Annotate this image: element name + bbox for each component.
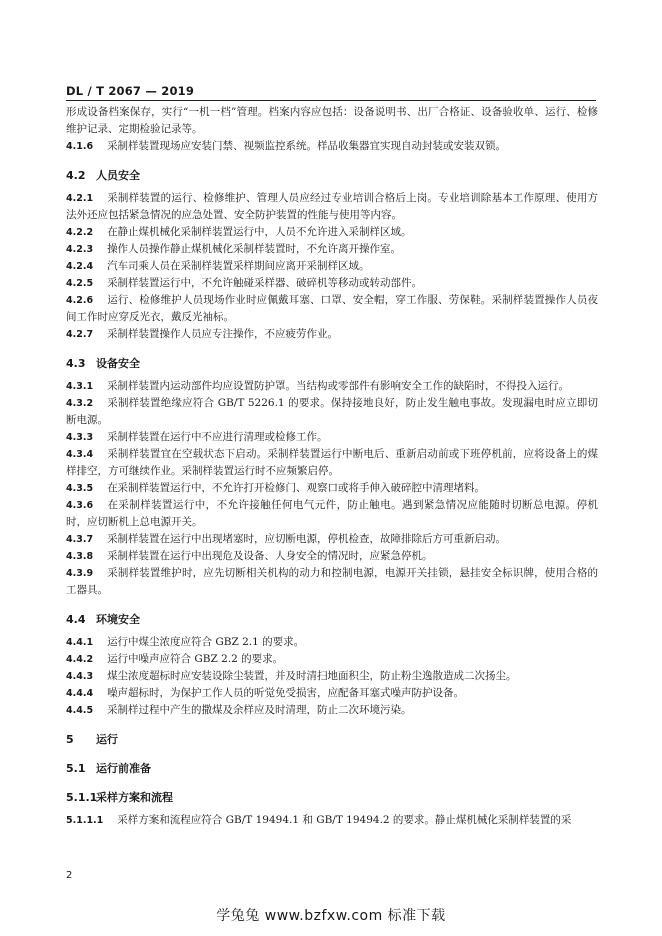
clause-number: 4.1.6 xyxy=(66,141,94,152)
clause-paragraph xyxy=(66,548,598,565)
section-title: 设备安全 xyxy=(96,357,140,370)
clause-number: 4.3.2 xyxy=(66,398,94,409)
clause-text: 在静止煤机械化采制样装置运行中，人员不允许进入采制样区域。 xyxy=(107,226,412,238)
section-number: 4.3 xyxy=(66,357,86,370)
clause-paragraph xyxy=(66,668,598,685)
document-code-header: DL / T 2067 — 2019 xyxy=(66,84,195,98)
clause-number: 5.1.1.1 xyxy=(66,815,104,826)
section-title: 环境安全 xyxy=(96,613,140,626)
clause-number: 4.4.5 xyxy=(66,705,94,716)
clause-text: 在采制样装置运行中，不允许接触任何电气元件，防止触电。遇到紧急情况应能随时切断总电源。停机时，应切断机上总电源开关。 xyxy=(66,499,598,528)
clause-number: 4.4.2 xyxy=(66,654,94,665)
section-number: 4.2 xyxy=(66,169,86,182)
clause-paragraph xyxy=(66,190,598,224)
clause-text: 采制样装置宜在空载状态下启动。采制样装置运行中断电后、重新启动前或下班停机前，应将设备上的煤样排空，方可继续作业。采制样装置运行时不应频繁启停。 xyxy=(66,448,598,477)
clause-text: 操作人员操作静止煤机械化采制样装置时，不允许离开操作室。 xyxy=(107,243,402,255)
clause-number: 4.2.7 xyxy=(66,329,94,340)
clause-paragraph xyxy=(66,812,598,829)
clause-paragraph xyxy=(66,685,598,702)
clause-text: 采样方案和流程应符合 GB/T 19494.1 和 GB/T 19494.2 的要求。静止煤机械化采制样装置的采 xyxy=(117,814,572,826)
clause-paragraph xyxy=(66,702,598,719)
clause-text: 采制样装置运行中，不允许触碰采样器、破碎机等移动或转动部件。 xyxy=(107,277,423,289)
clause-paragraph xyxy=(66,531,598,548)
section-heading xyxy=(66,167,598,184)
clause-text: 形成设备档案保存，实行“一机一档”管理。档案内容应包括：设备说明书、出厂合格证、设备验收单、运行、检修维护记录、定期检验记录等。 xyxy=(66,106,598,135)
clause-number: 4.2.1 xyxy=(66,193,94,204)
section-number: 4.4 xyxy=(66,613,86,626)
clause-text: 运行中噪声应符合 GBZ 2.2 的要求。 xyxy=(107,653,284,665)
clause-text: 噪声超标时，为保护工作人员的听觉免受损害，应配备耳塞式噪声防护设备。 xyxy=(107,687,465,699)
clause-text: 采制样装置在运行中出现危及设备、人身安全的情况时，应紧急停机。 xyxy=(107,550,433,562)
clause-text: 在采制样装置运行中，不允许打开检修门、观察口或将手伸入破碎腔中清理堵料。 xyxy=(107,482,486,494)
clause-number: 4.3.1 xyxy=(66,381,94,392)
clause-text: 采制样过程中产生的撒煤及余样应及时清理，防止二次环境污染。 xyxy=(107,704,412,716)
clause-text: 采制样装置现场应安装门禁、视频监控系统。样品收集器宜实现自动封装或安装双锁。 xyxy=(107,140,507,152)
clause-paragraph xyxy=(66,292,598,326)
clause-number: 4.2.6 xyxy=(66,295,94,306)
section-heading xyxy=(66,789,598,806)
clause-number: 4.4.4 xyxy=(66,688,94,699)
header-rule xyxy=(66,100,596,101)
section-heading xyxy=(66,760,598,777)
clause-number: 4.3.6 xyxy=(66,500,94,511)
clause-paragraph xyxy=(66,258,598,275)
clause-text: 采制样装置的运行、检修维护、管理人员应经过专业培训合格后上岗。专业培训除基本工作原理、使用方法外还应包括紧急情况的应急处置、安全防护装置的性能与使用等内容。 xyxy=(66,192,598,221)
clause-number: 4.2.2 xyxy=(66,227,94,238)
clause-text: 采制样装置操作人员应专注操作，不应疲劳作业。 xyxy=(107,328,339,340)
section-heading xyxy=(66,731,598,748)
section-title: 运行 xyxy=(96,733,118,746)
section-title: 采样方案和流程 xyxy=(96,791,173,804)
clause-text: 汽车司乘人员在采制样装置采样期间应离开采制样区域。 xyxy=(107,260,370,272)
clause-paragraph xyxy=(66,497,598,531)
clause-paragraph xyxy=(66,565,598,599)
section-title: 人员安全 xyxy=(96,169,140,182)
page-number: 2 xyxy=(66,870,73,881)
clause-text: 采制样装置在运行中出现堵塞时，应切断电源，停机检查，故障排除后方可重新启动。 xyxy=(107,533,507,545)
clause-number: 4.3.8 xyxy=(66,551,94,562)
clause-paragraph xyxy=(66,480,598,497)
clause-number: 4.3.5 xyxy=(66,483,94,494)
section-number: 5.1 xyxy=(66,762,86,775)
clause-text: 运行中煤尘浓度应符合 GBZ 2.1 的要求。 xyxy=(107,636,305,648)
clause-number: 4.2.5 xyxy=(66,278,94,289)
clause-paragraph xyxy=(66,446,598,480)
clause-paragraph xyxy=(66,224,598,241)
clause-number: 4.3.4 xyxy=(66,449,94,460)
clause-paragraph xyxy=(66,138,598,155)
clause-text: 采制样装置维护时，应先切断相关机构的动力和控制电源，电源开关挂锁，悬挂安全标识牌，使用合格的工器具。 xyxy=(66,567,598,596)
clause-text: 采制样装置内运动部件均应设置防护罩。当结构或零部件有影响安全工作的缺陷时，不得投入运行。 xyxy=(107,380,570,392)
clause-number: 4.2.4 xyxy=(66,261,94,272)
section-heading xyxy=(66,355,598,372)
watermark-footer: 学兔兔 www.bzfxw.com 标准下载 xyxy=(216,908,446,924)
section-title: 运行前准备 xyxy=(96,762,151,775)
clause-paragraph xyxy=(66,104,598,138)
clause-paragraph xyxy=(66,651,598,668)
clause-number: 4.3.7 xyxy=(66,534,94,545)
clause-number: 4.3.3 xyxy=(66,432,94,443)
clause-text: 运行、检修维护人员现场作业时应佩戴耳塞、口罩、安全帽，穿工作服、劳保鞋。采制样装置操作人员夜间工作时应穿反光衣，戴反光袖标。 xyxy=(66,294,598,323)
clause-paragraph xyxy=(66,275,598,292)
clause-text: 采制样装置绝缘应符合 GB/T 5226.1 的要求。保持接地良好，防止发生触电事故。发现漏电时应立即切断电源。 xyxy=(66,397,598,426)
clause-number: 4.2.3 xyxy=(66,244,94,255)
clause-paragraph xyxy=(66,395,598,429)
clause-text: 煤尘浓度超标时应安装设除尘装置，并及时清扫地面积尘，防止粉尘逸散造成二次扬尘。 xyxy=(107,670,517,682)
clause-paragraph xyxy=(66,429,598,446)
section-number: 5 xyxy=(66,733,74,746)
clause-paragraph xyxy=(66,326,598,343)
document-body xyxy=(66,104,598,829)
clause-paragraph xyxy=(66,241,598,258)
clause-number: 4.4.1 xyxy=(66,637,94,648)
clause-number: 4.4.3 xyxy=(66,671,94,682)
section-number: 5.1.1 xyxy=(66,791,98,804)
clause-paragraph xyxy=(66,378,598,395)
section-heading xyxy=(66,611,598,628)
clause-number: 4.3.9 xyxy=(66,568,94,579)
clause-paragraph xyxy=(66,634,598,651)
clause-text: 采制样装置在运行中不应进行清理或检修工作。 xyxy=(107,431,328,443)
